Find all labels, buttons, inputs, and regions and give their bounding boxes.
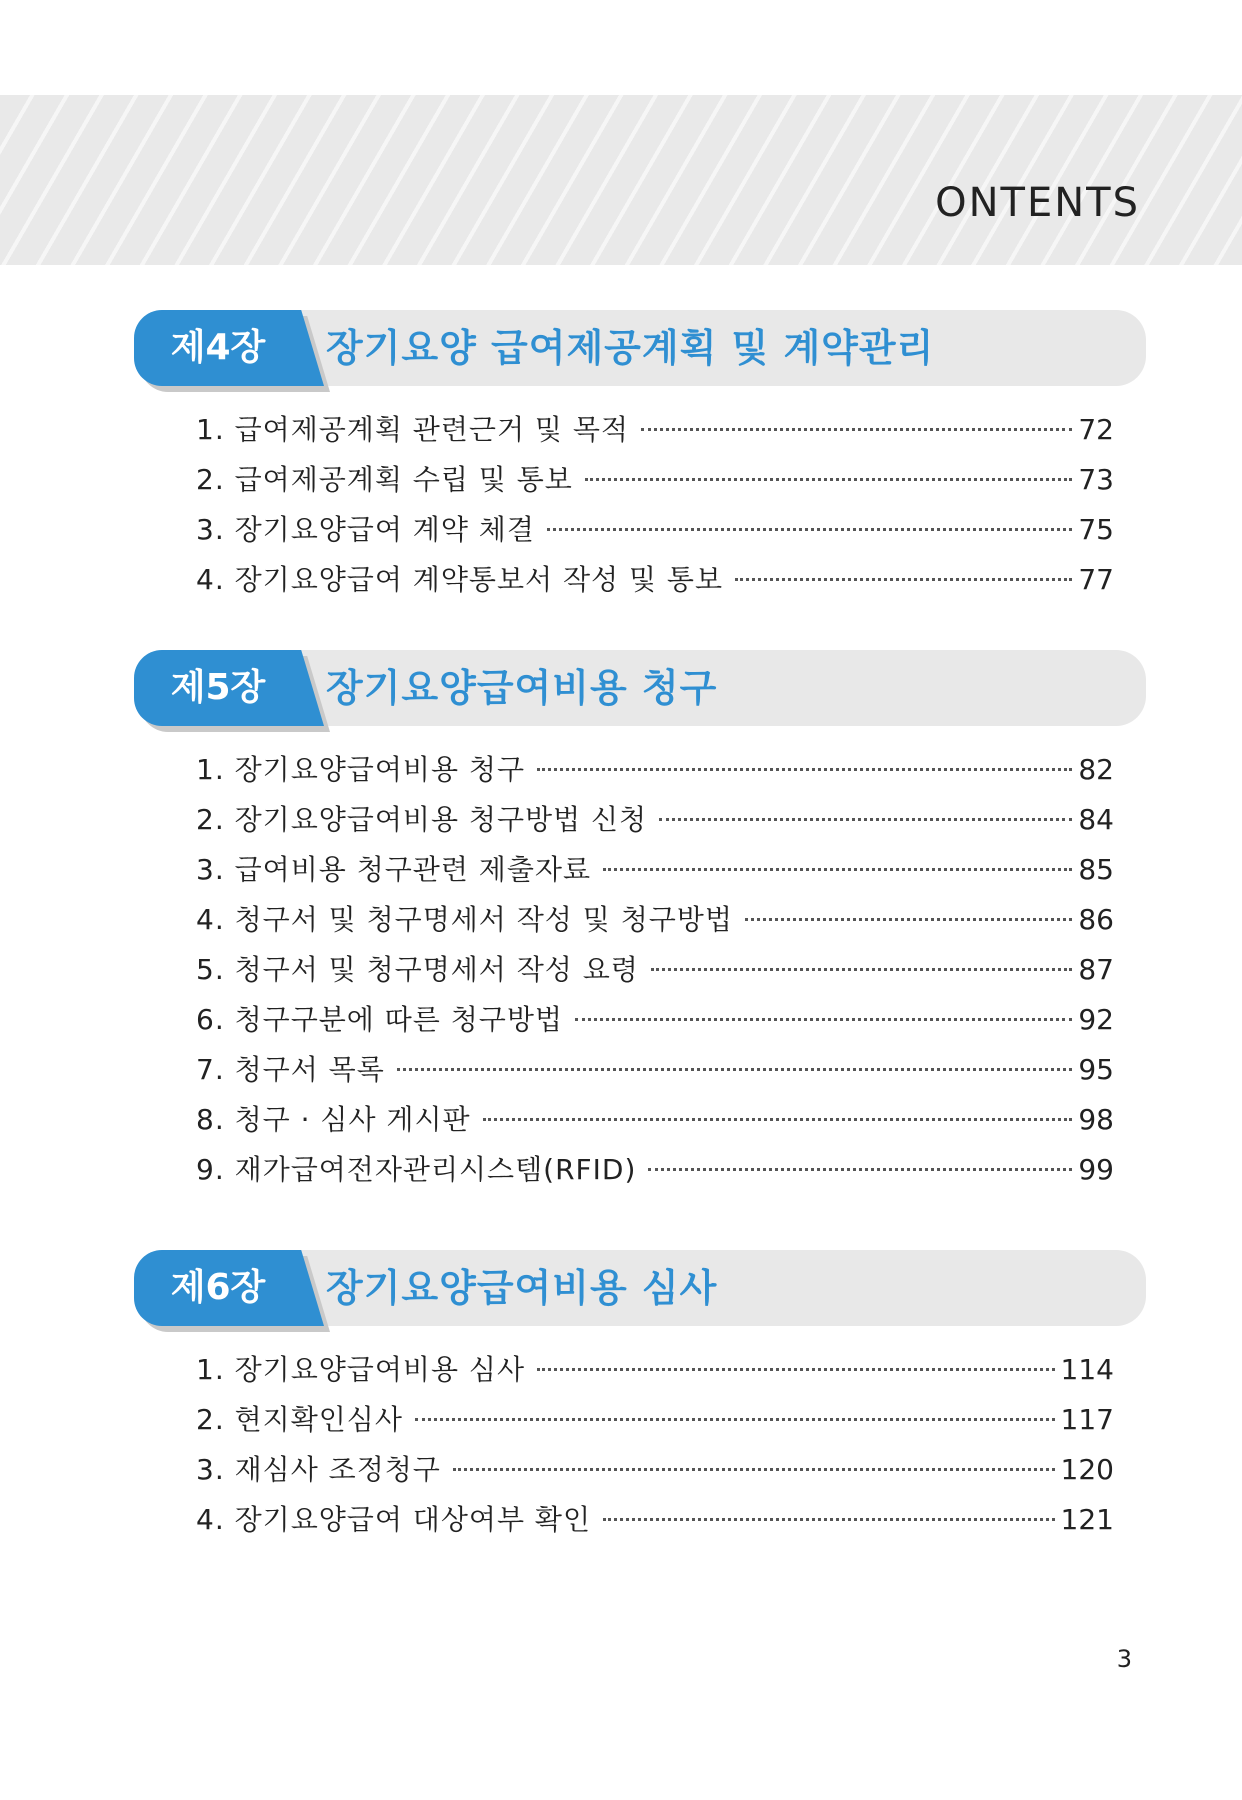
toc-item-label: 3. 재심사 조정청구 [196, 1453, 441, 1486]
toc-item[interactable] [196, 1148, 1114, 1198]
toc-item-page: 84 [1078, 803, 1114, 836]
toc-item-page: 72 [1078, 413, 1114, 446]
toc-item-label: 4. 장기요양급여 계약통보서 작성 및 통보 [196, 563, 723, 596]
leader-dots [735, 578, 1072, 581]
toc-item-label: 1. 장기요양급여비용 청구 [196, 753, 525, 786]
chapter-title: 장기요양급여비용 심사 [326, 1266, 718, 1310]
toc-list-chapter-5 [196, 748, 1114, 1198]
chapter-header-6 [134, 1250, 1146, 1326]
toc-item-label: 5. 청구서 및 청구명세서 작성 요령 [196, 953, 639, 986]
chapter-number: 제4장 [170, 327, 266, 368]
page-number: 3 [1116, 1645, 1132, 1673]
chapter-header-5 [134, 650, 1146, 726]
leader-dots [603, 868, 1072, 871]
toc-item[interactable] [196, 748, 1114, 798]
chapter-number: 제5장 [170, 667, 266, 708]
toc-item-page: 82 [1078, 753, 1114, 786]
toc-item[interactable] [196, 1398, 1114, 1448]
toc-item-page: 73 [1078, 463, 1114, 496]
toc-item-label: 2. 장기요양급여비용 청구방법 신청 [196, 803, 648, 836]
toc-item-page: 98 [1078, 1103, 1114, 1136]
leader-dots [575, 1018, 1072, 1021]
toc-item[interactable] [196, 1098, 1114, 1148]
toc-item[interactable] [196, 798, 1114, 848]
leader-dots [641, 428, 1072, 431]
toc-item-label: 1. 급여제공계획 관련근거 및 목적 [196, 413, 629, 446]
toc-item-page: 95 [1078, 1053, 1114, 1086]
toc-item-page: 75 [1078, 513, 1114, 546]
toc-item-page: 114 [1060, 1353, 1114, 1386]
leader-dots [537, 768, 1072, 771]
leader-dots [745, 918, 1072, 921]
toc-item-label: 4. 장기요양급여 대상여부 확인 [196, 1503, 591, 1536]
toc-item[interactable] [196, 458, 1114, 508]
leader-dots [453, 1468, 1055, 1471]
toc-item-page: 87 [1078, 953, 1114, 986]
toc-item-label: 9. 재가급여전자관리시스템(RFID) [196, 1153, 637, 1186]
toc-item[interactable] [196, 948, 1114, 998]
toc-item[interactable] [196, 1498, 1114, 1548]
toc-list-chapter-4 [196, 408, 1114, 608]
toc-item[interactable] [196, 408, 1114, 458]
chapter-title: 장기요양 급여제공계획 및 계약관리 [326, 326, 935, 370]
toc-item-page: 77 [1078, 563, 1114, 596]
leader-dots [415, 1418, 1055, 1421]
toc-list-chapter-6 [196, 1348, 1114, 1548]
toc-item-label: 6. 청구구분에 따른 청구방법 [196, 1003, 563, 1036]
toc-item[interactable] [196, 848, 1114, 898]
leader-dots [483, 1118, 1073, 1121]
leader-dots [585, 478, 1073, 481]
toc-item-label: 7. 청구서 목록 [196, 1053, 385, 1086]
toc-item[interactable] [196, 998, 1114, 1048]
toc-item-page: 85 [1078, 853, 1114, 886]
toc-item-page: 86 [1078, 903, 1114, 936]
toc-item-label: 3. 급여비용 청구관련 제출자료 [196, 853, 591, 886]
toc-item-page: 99 [1078, 1153, 1114, 1186]
chapter-header-4 [134, 310, 1146, 386]
toc-item[interactable] [196, 1048, 1114, 1098]
toc-item-label: 2. 급여제공계획 수립 및 통보 [196, 463, 573, 496]
toc-item-label: 8. 청구 · 심사 게시판 [196, 1103, 471, 1136]
toc-item-label: 4. 청구서 및 청구명세서 작성 및 청구방법 [196, 903, 733, 936]
toc-item-page: 117 [1060, 1403, 1114, 1436]
leader-dots [659, 818, 1072, 821]
toc-item[interactable] [196, 898, 1114, 948]
leader-dots [603, 1518, 1055, 1521]
toc-item-page: 121 [1060, 1503, 1114, 1536]
toc-item-label: 3. 장기요양급여 계약 체결 [196, 513, 535, 546]
toc-item[interactable] [196, 1448, 1114, 1498]
toc-item-page: 92 [1078, 1003, 1114, 1036]
leader-dots [648, 1168, 1072, 1171]
leader-dots [537, 1368, 1055, 1371]
chapter-number: 제6장 [170, 1267, 266, 1308]
toc-item[interactable] [196, 508, 1114, 558]
toc-item[interactable] [196, 558, 1114, 608]
leader-dots [397, 1068, 1073, 1071]
toc-item-label: 2. 현지확인심사 [196, 1403, 403, 1436]
toc-item[interactable] [196, 1348, 1114, 1398]
chapter-title: 장기요양급여비용 청구 [326, 666, 718, 710]
toc-item-label: 1. 장기요양급여비용 심사 [196, 1353, 525, 1386]
contents-heading: ONTENTS [935, 180, 1140, 226]
toc-item-page: 120 [1060, 1453, 1114, 1486]
leader-dots [651, 968, 1073, 971]
leader-dots [547, 528, 1072, 531]
